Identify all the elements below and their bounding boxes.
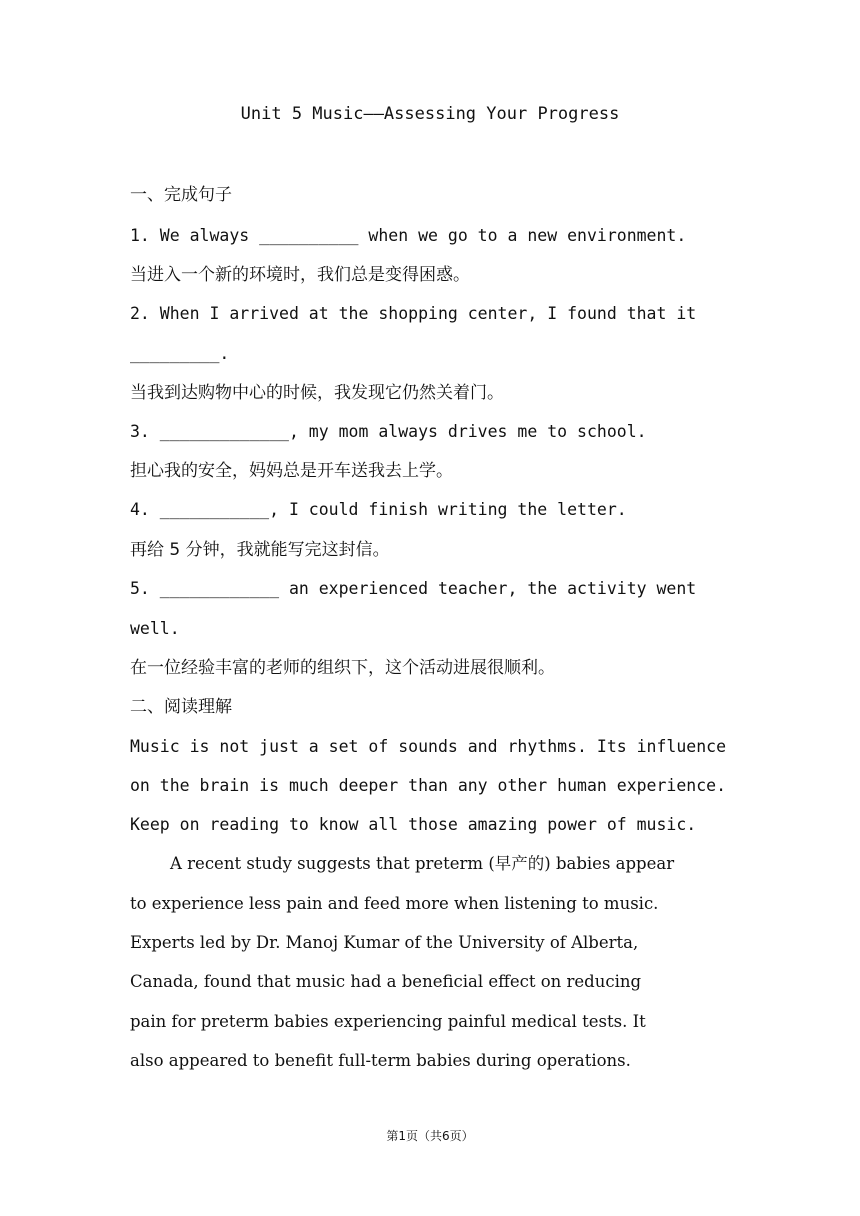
sentence-1-chinese: 当进入一个新的环境时，我们总是变得困惑。 [130,265,470,285]
reading-para-2-line-2: to experience less pain and feed more when listening to music. [130,894,659,913]
sentence-5-chinese: 在一位经验丰富的老师的组织下，这个活动进展很顺利。 [130,658,555,678]
sentence-4-english: 4. ___________, I could finish writing the letter. [130,500,627,519]
section-heading-reading: 二、阅读理解 [130,697,232,717]
section-heading-sentences: 一、完成句子 [130,185,232,205]
sentence-3-english: 3. _____________, my mom always drives me to school. [130,422,647,441]
reading-para-1-line-2: on the brain is much deeper than any other human experience. [130,776,727,795]
reading-para-2-line-1: A recent study suggests that preterm (早产的) babies appear [170,854,675,873]
sentence-3-chinese: 担心我的安全，妈妈总是开车送我去上学。 [130,461,453,481]
sentence-2-chinese: 当我到达购物中心的时候，我发现它仍然关着门。 [130,383,504,403]
sentence-5-english: 5. ____________ an experienced teacher, the activity went [130,579,697,598]
reading-para-2-line-5: pain for preterm babies experiencing painful medical tests. It [130,1012,646,1031]
reading-para-2-line-6: also appeared to benefit full-term babies during operations. [130,1051,631,1070]
sentence-2-english-cont: _________. [130,344,230,363]
sentence-2-english: 2. When I arrived at the shopping center, I found that it [130,304,697,323]
reading-para-2-line-4: Canada, found that music had a beneficial effect on reducing [130,972,642,991]
reading-para-1-line-3: Keep on reading to know all those amazing power of music. [130,815,697,834]
sentence-1-english: 1. We always __________ when we go to a new environment. [130,226,687,245]
reading-para-2-line-3: Experts led by Dr. Manoj Kumar of the University of Alberta, [130,933,639,952]
document-title: Unit 5 Music——Assessing Your Progress [240,104,620,124]
sentence-5-english-cont: well. [130,619,180,638]
reading-para-1-line-1: Music is not just a set of sounds and rhythms. Its influence [130,737,727,756]
sentence-4-chinese: 再给 5 分钟，我就能写完这封信。 [130,540,390,560]
page-footer: 第1页（共6页） [386,1129,474,1143]
